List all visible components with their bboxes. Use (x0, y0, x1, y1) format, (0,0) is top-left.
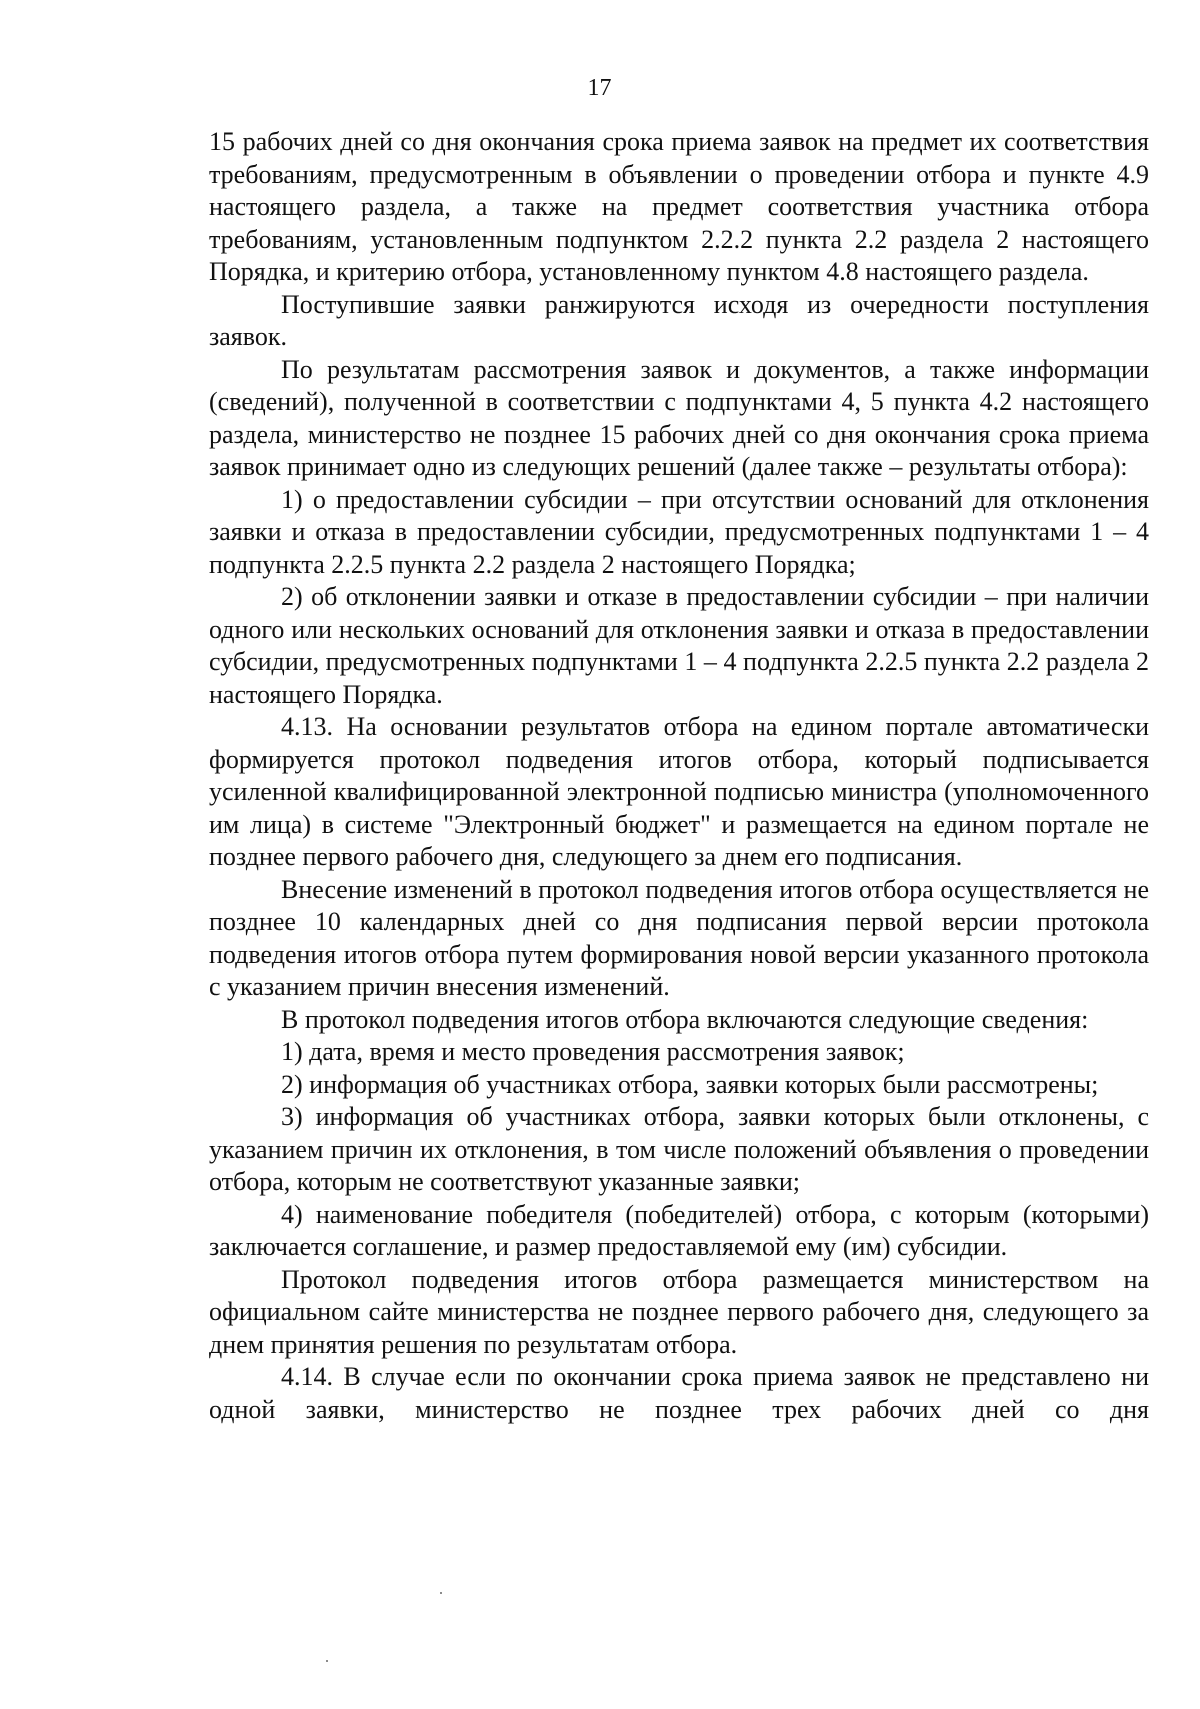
paragraph: Протокол подведения итогов отбора размещается министерством на официальном сайте министерства не позднее первого рабочего дня, следующего за днем принятия решения по результатам отбора. (209, 1264, 1149, 1359)
scan-artifact (440, 1592, 442, 1594)
page-number: 17 (587, 75, 612, 101)
paragraph: 4.14. В случае если по окончании срока приема заявок не представлено ни одной заявки, министерство не позднее трех рабочих дней со дня (209, 1362, 1149, 1424)
scan-artifact (326, 1660, 328, 1662)
paragraph: В протокол подведения итогов отбора включаются следующие сведения: (281, 1004, 1089, 1034)
paragraph: Внесение изменений в протокол подведения итогов отбора осуществляется не позднее 10 календарных дней со дня подписания первой версии протокола подведения итогов отбора путем формирования новой версии указанного протокола с указанием причин внесения изменений. (209, 874, 1149, 1001)
list-item: 1) дата, время и место проведения рассмотрения заявок; (281, 1037, 905, 1066)
paragraph: Поступившие заявки ранжируются исходя из очередности поступления заявок. (209, 289, 1149, 351)
document-body (209, 126, 1149, 1426)
list-item: 2) об отклонении заявки и отказе в предоставлении субсидии – при наличии одного или нескольких оснований для отклонения заявки и отказа в предоставлении субсидии, предусмотренных подпунктами 1 – 4 подпункта 2.2.5 пункта 2.2 раздела 2 настоящего Порядка. (209, 582, 1149, 709)
paragraph: 4.13. На основании результатов отбора на едином портале автоматически формируется протокол подведения итогов отбора, который подписывается усиленной квалифицированной электронной подписью министра (уполномоченного им лица) в системе "Электронный бюджет" и размещается на едином портале не позднее первого рабочего дня, следующего за днем его подписания. (209, 712, 1149, 871)
paragraph: По результатам рассмотрения заявок и документов, а также информации (сведений), полученной в соответствии с подпунктами 4, 5 пункта 4.2 настоящего раздела, министерство не позднее 15 рабочих дней со дня окончания срока приема заявок принимает одно из следующих решений (далее также – результаты отбора): (209, 354, 1149, 481)
list-item: 2) информация об участниках отбора, заявки которых были рассмотрены; (281, 1069, 1099, 1099)
paragraph: 15 рабочих дней со дня окончания срока приема заявок на предмет их соответствия требованиям, предусмотренным в объявлении о проведении отбора и пункте 4.9 настоящего раздела, а также на предмет соответствия участника отбора требованиям, установленным подпунктом 2.2.2 пункта 2.2 раздела 2 настоящего Порядка, и критерию отбора, установленному пунктом 4.8 настоящего раздела. (209, 127, 1149, 286)
list-item: 1) о предоставлении субсидии – при отсутствии оснований для отклонения заявки и отказа в предоставлении субсидии, предусмотренных подпунктами 1 – 4 подпункта 2.2.5 пункта 2.2 раздела 2 настоящего Порядка; (209, 484, 1149, 579)
list-item: 3) информация об участниках отбора, заявки которых были отклонены, с указанием причин их отклонения, в том числе положений объявления о проведении отбора, которым не соответствуют указанные заявки; (209, 1102, 1149, 1196)
list-item: 4) наименование победителя (победителей) отбора, с которым (которыми) заключается соглашение, и размер предоставляемой ему (им) субсидии. (209, 1199, 1149, 1261)
